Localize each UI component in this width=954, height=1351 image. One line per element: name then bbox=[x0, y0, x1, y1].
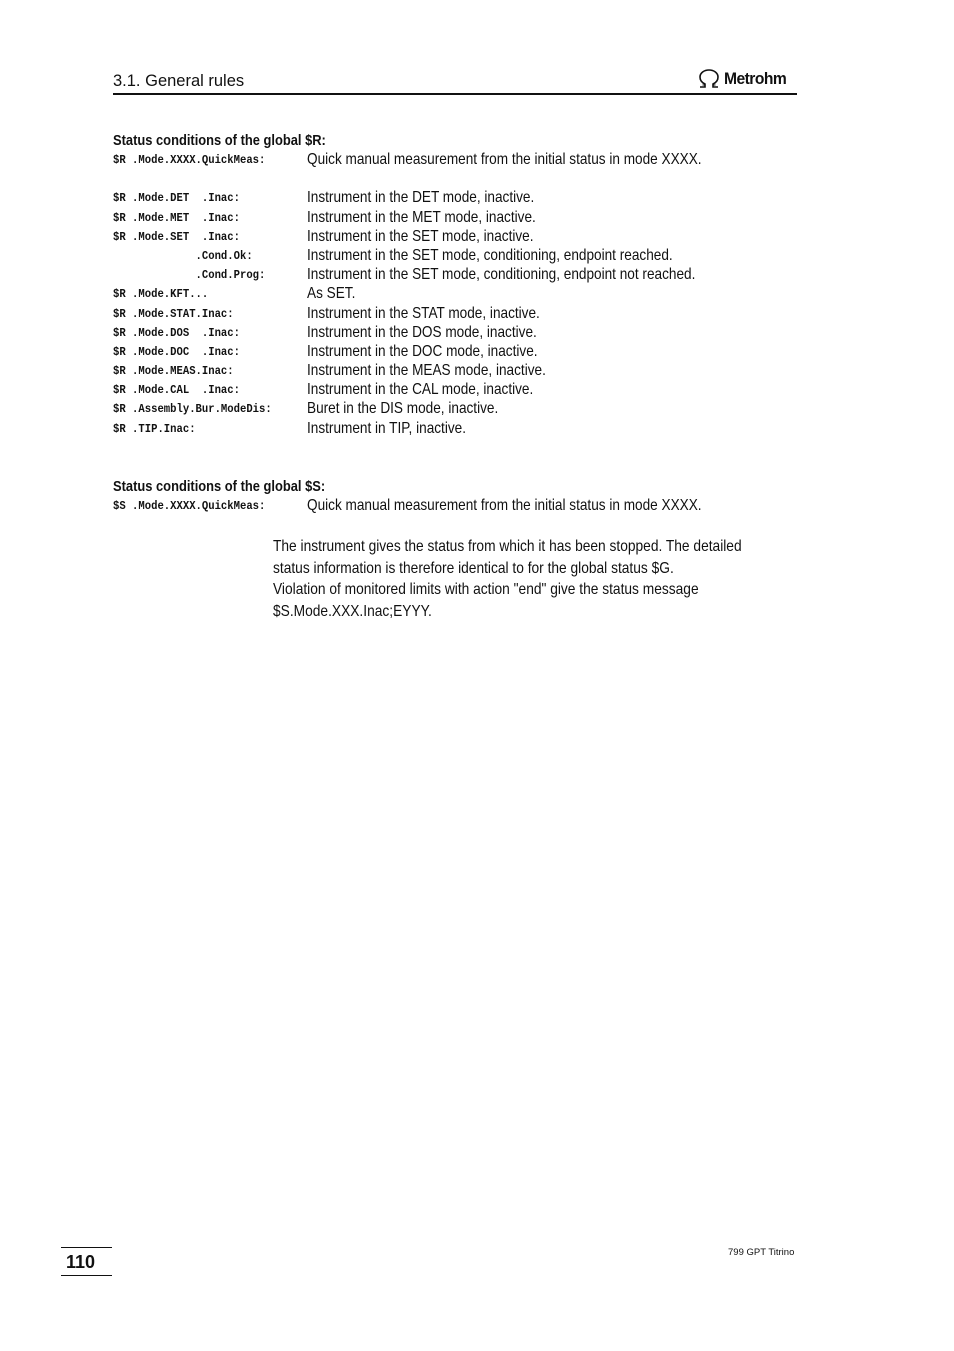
page-number-rule-top bbox=[61, 1247, 112, 1248]
status-row bbox=[113, 227, 803, 246]
status-code: $R .Mode.DOS .Inac: bbox=[113, 326, 240, 340]
status-description: Instrument in the DET mode, inactive. bbox=[307, 189, 535, 207]
status-code: $R .Mode.DET .Inac: bbox=[113, 192, 240, 206]
status-row bbox=[113, 284, 803, 303]
section-heading: Status conditions of the global $S: bbox=[113, 478, 326, 495]
header-rule bbox=[113, 93, 797, 95]
status-code: $R .Assembly.Bur.ModeDis: bbox=[113, 403, 272, 417]
global-r-section bbox=[113, 132, 803, 438]
status-description: Instrument in the SET mode, inactive. bbox=[307, 227, 534, 245]
status-code: $R .Mode.DOC .Inac: bbox=[113, 345, 240, 359]
status-code: .Cond.Prog: bbox=[113, 269, 266, 283]
status-description: Instrument in TIP, inactive. bbox=[307, 419, 467, 437]
status-description: Quick manual measurement from the initial status in mode XXXX. bbox=[307, 497, 702, 514]
status-description: Quick manual measurement from the initial status in mode XXXX. bbox=[307, 151, 702, 168]
status-description: Instrument in the MET mode, inactive. bbox=[307, 208, 536, 226]
omega-icon bbox=[697, 68, 721, 90]
logo-text: Metrohm bbox=[724, 69, 787, 88]
status-row bbox=[113, 399, 803, 418]
page-number: 110 bbox=[66, 1252, 96, 1272]
status-row bbox=[113, 246, 803, 265]
status-row bbox=[113, 304, 803, 323]
status-description: Instrument in the CAL mode, inactive. bbox=[307, 381, 534, 399]
status-row bbox=[113, 380, 803, 399]
status-description: Instrument in the SET mode, conditioning, endpoint reached. bbox=[307, 246, 673, 264]
status-code: $R .Mode.KFT... bbox=[113, 288, 209, 302]
status-description: Buret in the DIS mode, inactive. bbox=[307, 400, 499, 418]
status-code: $R .Mode.CAL .Inac: bbox=[113, 384, 240, 398]
paragraph-line: Violation of monitored limits with action "end" give the status message bbox=[273, 581, 699, 598]
status-description: Instrument in the MEAS mode, inactive. bbox=[307, 362, 546, 380]
status-row bbox=[113, 265, 803, 284]
status-description: Instrument in the DOS mode, inactive. bbox=[307, 323, 537, 341]
status-description: As SET. bbox=[307, 285, 356, 303]
paragraph-line: status information is therefore identical to for the global status $G. bbox=[273, 559, 674, 577]
paragraph-line: $S.Mode.XXX.Inac;EYYY. bbox=[273, 602, 432, 620]
status-row bbox=[113, 342, 803, 361]
status-list-r bbox=[113, 150, 803, 438]
status-code: $S .Mode.XXXX.QuickMeas: bbox=[113, 500, 266, 513]
status-description: Instrument in the SET mode, conditioning, endpoint not reached. bbox=[307, 266, 696, 284]
status-description: Instrument in the STAT mode, inactive. bbox=[307, 304, 540, 322]
section-heading: Status conditions of the global $R: bbox=[113, 132, 326, 149]
explanation-paragraph bbox=[273, 536, 813, 622]
status-code: $R .Mode.SET .Inac: bbox=[113, 230, 240, 244]
status-row bbox=[113, 496, 803, 515]
global-s-section bbox=[113, 478, 803, 515]
product-name: 799 GPT Titrino bbox=[728, 1247, 795, 1258]
status-code: $R .Mode.XXXX.QuickMeas: bbox=[113, 154, 266, 167]
status-row bbox=[113, 323, 803, 342]
status-code: .Cond.Ok: bbox=[113, 249, 253, 263]
spacer-row bbox=[113, 169, 803, 188]
status-list-s bbox=[113, 496, 803, 515]
status-row bbox=[113, 150, 803, 169]
page-number-rule-bottom bbox=[61, 1275, 112, 1276]
status-row bbox=[113, 188, 803, 207]
status-row bbox=[113, 419, 803, 438]
status-row bbox=[113, 208, 803, 227]
paragraph-line: The instrument gives the status from which it has been stopped. The detailed bbox=[273, 538, 742, 555]
status-row bbox=[113, 361, 803, 380]
status-code: $R .Mode.MEAS.Inac: bbox=[113, 365, 234, 379]
status-code: $R .Mode.MET .Inac: bbox=[113, 211, 240, 225]
status-code: $R .Mode.STAT.Inac: bbox=[113, 307, 234, 321]
status-code: $R .TIP.Inac: bbox=[113, 422, 196, 436]
section-title: 3.1. General rules bbox=[113, 72, 245, 90]
metrohm-logo bbox=[697, 67, 797, 91]
status-description: Instrument in the DOC mode, inactive. bbox=[307, 342, 538, 360]
